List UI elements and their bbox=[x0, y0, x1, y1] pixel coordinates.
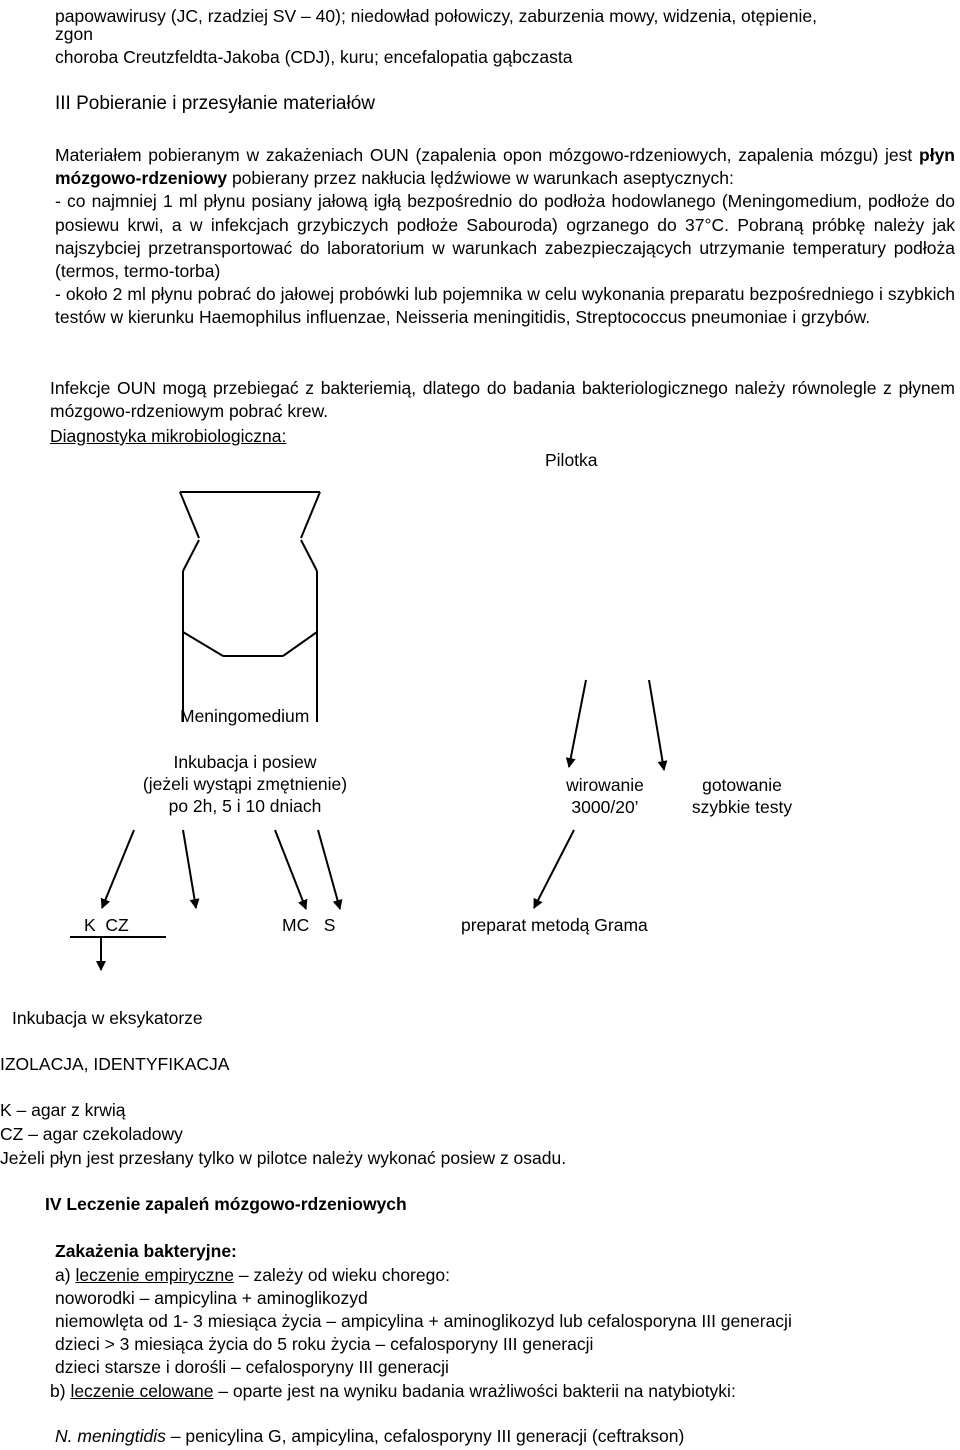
paragraph: - co najmniej 1 ml płynu posiany jałową igłą bezpośrednio do podłoża hodowlanego (Meningomedium, podłoże do posiewu krwi, a w infekcjach grzybiczych podłoże Sabouroda) ogrzanego do 37°C. Pobraną próbkę należy jak najszybciej przetransportować do laboratorium w warunkach zabezpieczających utrzymanie temperatury podłoża (termos, termo-torba) bbox=[55, 191, 955, 282]
incubation-label: Inkubacja i posiew (jeżeli wystąpi zmętnienie) po 2h, 5 i 10 dniach bbox=[142, 752, 348, 816]
treatment-line: b) leczenie celowane – oparte jest na wyniku badania wrażliwości bakterii na natybiotyki: bbox=[50, 1381, 736, 1401]
treatment-line: noworodki – ampicylina + aminoglikozyd bbox=[55, 1288, 368, 1308]
note-line: Jeżeli płyn jest przesłany tylko w pilotce należy wykonać posiew z osadu. bbox=[0, 1148, 567, 1168]
diagnostics-heading: Diagnostyka mikrobiologiczna: bbox=[50, 426, 287, 446]
section-heading: III Pobieranie i przesyłanie materiałów bbox=[55, 93, 375, 114]
desiccator-label: Inkubacja w eksykatorze bbox=[12, 1008, 203, 1028]
arrow-icon bbox=[275, 830, 306, 909]
intro-line: choroba Creutzfeldta-Jakoba (CDJ), kuru; encefalopatia gąbczasta bbox=[55, 47, 573, 67]
treatment-line: N. meningtidis – penicylina G, ampicylina, cefalosporyny III generacji (ceftrakson) bbox=[55, 1426, 685, 1446]
legend-line: CZ – agar czekoladowy bbox=[0, 1124, 183, 1144]
pilotka-label: Pilotka bbox=[545, 450, 598, 470]
bacterial-heading: Zakażenia bakteryjne: bbox=[55, 1241, 237, 1261]
paragraph: - około 2 ml płynu pobrać do jałowej probówki lub pojemnika w celu wykonania preparatu bezpośredniego i szybkich testów w kierunku Haemophilus influenzae, Neisseria meningitidis, Streptococcus pneumoniae i grzybów. bbox=[55, 284, 955, 328]
arrow-icon bbox=[649, 680, 664, 770]
paragraph: Infekcje OUN mogą przebiegać z bakteriemią, dlatego do badania bakteriologicznego należy równolegle z płynem mózgowo-rdzeniowym pobrać krew. bbox=[50, 378, 955, 422]
arrow-icon bbox=[534, 830, 574, 908]
centrifugation-label: wirowanie 3000/20’ bbox=[566, 775, 644, 817]
arrow-icon bbox=[569, 680, 586, 767]
treatment-line: a) leczenie empiryczne – zależy od wieku chorego: bbox=[55, 1265, 450, 1285]
culture-bottle-icon bbox=[180, 492, 320, 722]
isolation-heading: IZOLACJA, IDENTYFIKACJA bbox=[0, 1054, 230, 1074]
meningomedium-label: Meningomedium bbox=[180, 706, 310, 726]
boiling-label: gotowanie szybkie testy bbox=[691, 775, 793, 817]
arrow-icon bbox=[102, 830, 134, 908]
treatment-line: niemowlęta od 1- 3 miesiąca życia – ampicylina + aminoglikozyd lub cefalosporyna III generacji bbox=[55, 1311, 792, 1331]
gram-stain-label: preparat metodą Grama bbox=[461, 915, 648, 935]
legend-line: K – agar z krwią bbox=[0, 1100, 126, 1120]
treatment-line: dzieci > 3 miesiąca życia do 5 roku życia – cefalosporyny III generacji bbox=[55, 1334, 594, 1354]
arrow-icon bbox=[183, 830, 196, 908]
intro-line: papowawirusy (JC, rzadziej SV – 40); niedowład połowiczy, zaburzenia mowy, widzenia, otępienie, bbox=[55, 6, 817, 26]
section-heading: IV Leczenie zapaleń mózgowo-rdzeniowych bbox=[45, 1194, 407, 1214]
paragraph: Materiałem pobieranym w zakażeniach OUN (zapalenia opon mózgowo-rdzeniowych, zapalenia mózgu) jest płyn mózgowo-rdzeniowy pobierany przez nakłucia lędźwiowe w warunkach aseptycznych: bbox=[55, 145, 955, 189]
intro-line: zgon bbox=[55, 24, 93, 44]
mc-s-label: MC S bbox=[282, 915, 336, 935]
treatment-line: dzieci starsze i dorośli – cefalosporyny III generacji bbox=[55, 1357, 449, 1377]
arrow-icon bbox=[318, 830, 340, 909]
k-cz-label: K CZ bbox=[84, 915, 129, 935]
